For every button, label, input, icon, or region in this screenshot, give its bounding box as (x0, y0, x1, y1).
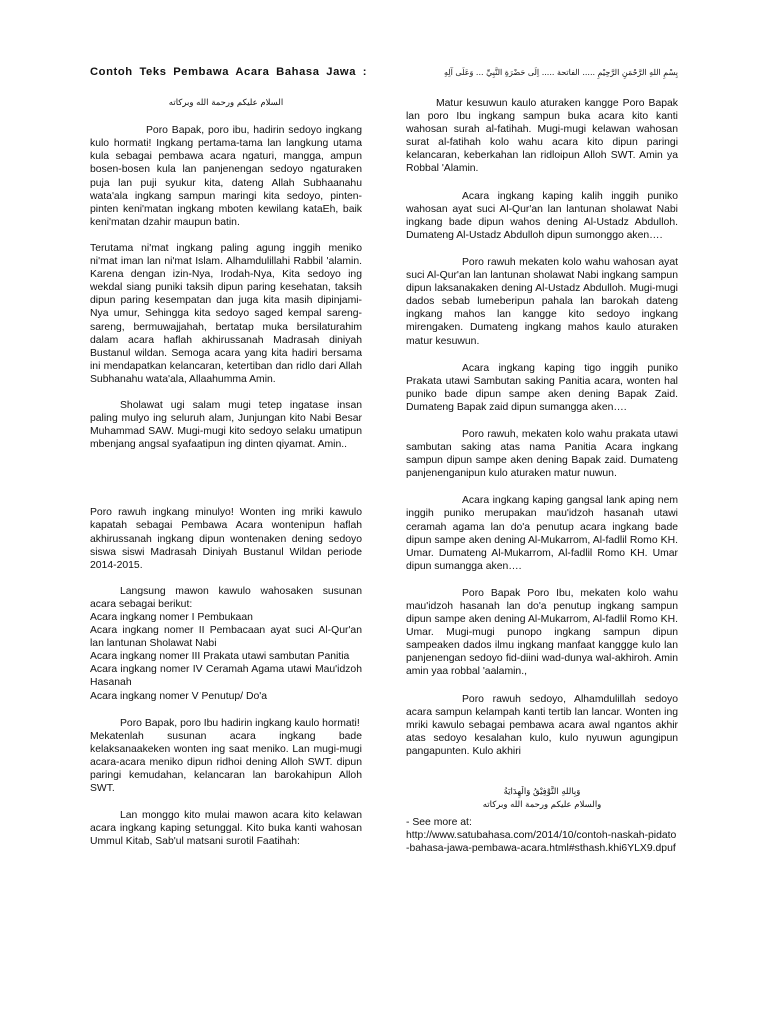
paragraph-address: Poro Bapak, poro Ibu hadirin ingkang kaulo hormati! (120, 717, 360, 729)
left-column (90, 66, 368, 849)
paragraph-quran-reading: Acara ingkang kaping kalih inggih puniko wahosan ayat suci Al-Qur'an lan lantunan sholawat Nabi ingkang bade dipun wahos dening Al-Ustadz Abdulloh. Dumateng Al-Ustadz Abdulloh dipun sumonggo aken…. (406, 190, 678, 241)
agenda-list (90, 611, 362, 703)
paragraph-sermon-thanks: Poro Bapak Poro Ibu, mekaten kolo wahu mau'idzoh hasanah lan do'a penutup ingkang sampun dipun sampe aken dening Al-Mukarrom, Al-fadlil Romo KH. Umar. Mugi-mugi punopo ingkang sampun dipun sampeaken dados ilmu ingkang manfaat kanggge kulo lan panjenengan sedoyo fid-diini wad-dunya wal-akhiroh. Amin amin yaa robbal 'aalamin., (406, 587, 678, 678)
right-column (406, 66, 678, 856)
document-title: Contoh Teks Pembawa Acara Bahasa Jawa : (90, 66, 368, 78)
arabic-dedication: بِسْمِ اللهِ الرَّحْمَنِ الرَّحِيْمِ ..... الفاتحة ..... اِلَى حَضْرَةِ النَّبِيِّ ... وَعَلَى آلِهِ (443, 68, 678, 77)
paragraph-agenda-summary: Mekatenlah susunan acara ingkang bade kelaksanaakeken wonten ing saat meniko. Lan mugi-mugi acara-acara meniko dipun ridhoi dening Alloh SWT. dipun paringi kemudahan, kelancaran lan barokahipun Alloh SWT. (90, 730, 362, 795)
paragraph-sholawat: Sholawat ugi salam mugi tetep ingatase insan paling mulyo ing seluruh alam, Junjungan kito Nabi Besar Muhammad SAW. Mugi-mugi kito sedoyo selaku umatipun mbenjang angsal syafaatipun ing dinten qiyamat. Amin.. (90, 399, 362, 451)
paragraph-sermon: Acara ingkang kaping gangsal lank aping nem inggih puniko merupakan mau'idzoh hasanah utawi ceramah agama lan do'a penutup acara ingkang bade dipun sampe aken dening Al-Mukarrom, Al-fadlil Romo KH. Umar. Dumateng Al-Mukarrom, Al-fadlil Romo KH. Umar dipun sumangga aken…. (406, 495, 678, 572)
closing-salam: والسلام عليكم ورحمة الله وبركاته (482, 800, 602, 811)
paragraph-gratitude: Terutama ni'mat ingkang paling agung inggih meniko ni'mat iman lan ni'mat Islam. Alhamdulillahi Rabbil 'alamin. Karena dengan izin-Nya, Irodah-Nya, Kita sedoyo ing wekdal siang puniki taksih dipun paring kesehatan, taksih dipun paring kesempatan dan juga kita masih dipinjami-Nya umur, Sehingga kita sedoyo saged kempal sareng-sareng, bermuwajjahah, bertatap muka bersilaturahim dalam acara haflah akhirussanah Madrasah diniyah Bustanul wildan. Semoga acara yang kita hadiri bersama ini mendapatkan kelancaran, ketertiban dan ridlo dari Allah Subhanahu wata'ala, Allaahumma Amin. (90, 242, 362, 385)
agenda-item: Acara ingkang nomer II Pembacaan ayat suci Al-Qur'an lan lantunan Sholawat Nabi (90, 625, 362, 650)
paragraph-opening-fatihah: Lan monggo kito mulai mawon acara kito kelawan acara ingkang kaping setunggal. Kito buka kanti wahosan Ummul Kitab, Sab'ul matsani surotil Faatihah: (90, 810, 362, 848)
see-more-label: - See more at: (406, 817, 472, 829)
paragraph-greeting: Poro Bapak, poro ibu, hadirin sedoyo ingkang kulo hormati! Ingkang pertama-tama lan langkung utama kula sebagai pembawa acara ngaturi, mangga, ampun bosen-bosen kula lan panjenengan sedoyo ngaturaken puja lan puji syukur kita, dateng Allah Subhaanahu wata'ala ingkang sampun maringi kita sedoyo, pinten-pinten keni'matan ingkang mboten kewilang kataEh, baik keni'matan dzahir maupun batin. (90, 125, 362, 228)
arabic-closing-prayer: وَبِاللهِ التَّوْفِيْقُ وَالْهِدَايَةُ (503, 787, 581, 798)
paragraph-introduction: Poro rawuh ingkang minulyo! Wonten ing mriki kawulo kapatah sebagai Pembawa Acara wontenipun haflah akhirussanah ingkang dipun wontenaken dening sedoyo siswa siswi Madrasah Diniyah Bustanul Wildan periode 2014-2015. (90, 507, 362, 571)
source-link[interactable]: http://www.satubahasa.com/2014/10/contoh-naskah-pidato-bahasa-jawa-pembawa-acara.html#sthash.khi6YLX9.dpuf (406, 830, 677, 855)
paragraph-committee-thanks: Poro rawuh, mekaten kolo wahu prakata utawi sambutan saking atas nama Panitia Acara ingkang sampun dipun sampe aken dening Bapak zaid. Dumateng panjenenganipun kulo aturaken matur nuwun. (406, 428, 678, 480)
agenda-item: Acara ingkang nomer V Penutup/ Do'a (90, 690, 268, 702)
opening-salam: السلام عليكم ورحمة الله وبركاته (168, 98, 284, 109)
paragraph-committee-speech: Acara ingkang kaping tigo inggih puniko Prakata utawi Sambutan saking Panitia acara, wonten hal puniko bade dipun sampe aken dening Bapak Zaid. Dumateng Bapak zaid dipun sumangga aken…. (406, 362, 678, 413)
agenda-item: Acara ingkang nomer IV Ceramah Agama utawi Mau'idzoh Hasanah (90, 664, 362, 689)
agenda-item: Acara ingkang nomer I Pembukaan (90, 612, 253, 623)
paragraph-closing: Poro rawuh sedoyo, Alhamdulillah sedoyo acara sampun kelampah kanti tertib lan lancar. Wonten ing mriki kawulo sebagai pembawa acara awal ngantos akhir atas sedoyo kesalahan kulo, kulo nyuwun agungipun pangapunten. Kulo akhiri (406, 693, 678, 757)
paragraph-thanks-fatihah: Matur kesuwun kaulo aturaken kangge Poro Bapak lan poro Ibu ingkang sampun buka acara kito kanti wahosan surah al-fatihah. Mugi-mugi kelawan wahosan surat al-fatihah kolo wahu acara kito dipun paringi kelancaran, keberkahan lan ridloipun Alloh SWT. Amin ya Robbal 'Alamin. (406, 98, 678, 175)
agenda-item: Acara ingkang nomer III Prakata utawi sambutan Panitia (90, 651, 350, 663)
paragraph-agenda-intro: Langsung mawon kawulo wahosaken susunan acara sebagai berikut: (90, 585, 362, 610)
paragraph-quran-thanks: Poro rawuh mekaten kolo wahu wahosan ayat suci Al-Qur'an lan lantunan sholawat Nabi ingkang sampun dipun laksanakaken dening Al-Ustadz Abdulloh. Mugi-mugi dados sebab lumeberipun pahala lan barokah dateng ingkang mahos lan kangge kito sedoyo ingkang mirengaken. Dumateng ingkang mahos kaulo aturaken matur kesuwun. (406, 256, 678, 347)
